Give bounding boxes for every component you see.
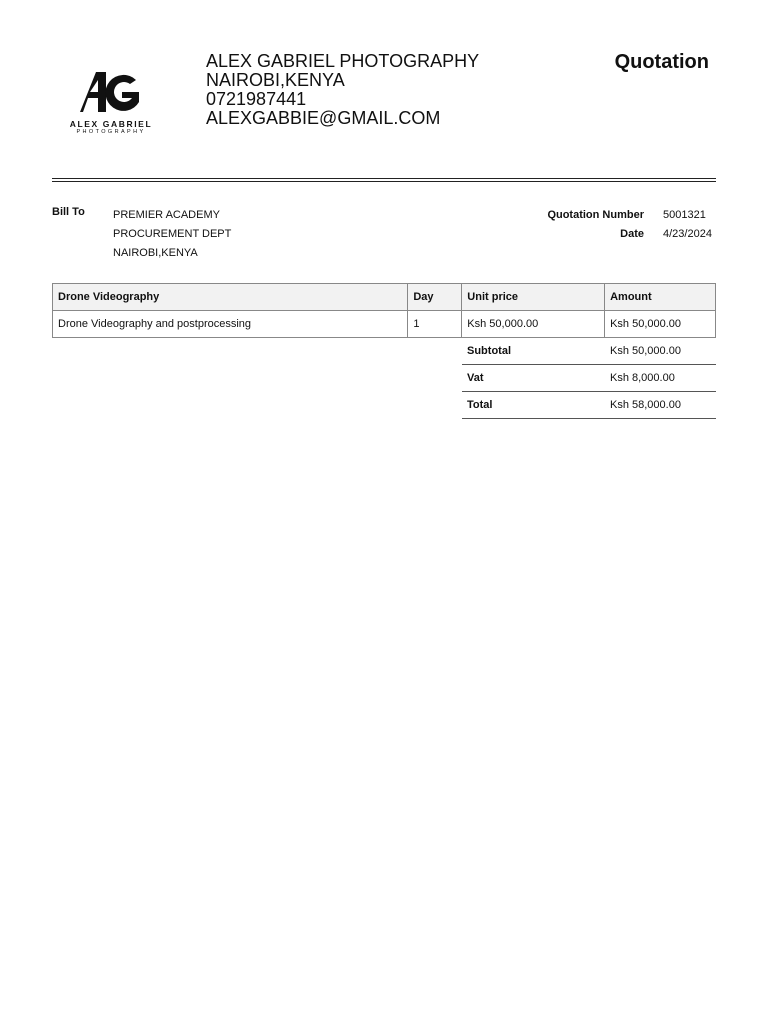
logo-subtitle: PHOTOGRAPHY (76, 129, 146, 135)
column-header: Amount (605, 284, 716, 311)
document-title: Quotation (614, 51, 709, 73)
vat-value: Ksh 8,000.00 (610, 372, 675, 384)
subtotal-label: Subtotal (467, 345, 511, 357)
table-header-row (53, 284, 716, 311)
company-location: NAIROBI,KENYA (206, 70, 345, 90)
item-days: 1 (408, 311, 462, 338)
vat-label: Vat (467, 372, 484, 384)
total-label: Total (467, 399, 493, 411)
column-header: Drone Videography (53, 284, 408, 311)
vat-row (462, 365, 716, 392)
total-row (462, 392, 716, 419)
line-items-table (52, 283, 716, 338)
ag-monogram-icon (66, 68, 156, 116)
bill-to-address (113, 206, 231, 263)
bill-to-line: PREMIER ACADEMY (113, 209, 220, 221)
date-value: 4/23/2024 (663, 228, 712, 240)
company-info (206, 52, 479, 128)
total-value: Ksh 58,000.00 (610, 399, 681, 411)
subtotal-value: Ksh 50,000.00 (610, 345, 681, 357)
column-header: Unit price (462, 284, 605, 311)
bill-to-label: Bill To (52, 206, 85, 218)
item-description: Drone Videography and postprocessing (53, 311, 408, 338)
subtotal-row (462, 338, 716, 365)
quotation-meta (547, 206, 716, 244)
item-unit-price: Ksh 50,000.00 (462, 311, 605, 338)
company-logo (66, 68, 156, 140)
header-divider (52, 178, 716, 179)
quotation-number-label: Quotation Number (547, 209, 644, 221)
item-amount: Ksh 50,000.00 (605, 311, 716, 338)
totals-summary (462, 338, 716, 419)
header-divider (52, 181, 716, 182)
bill-to-line: NAIROBI,KENYA (113, 247, 198, 259)
date-label: Date (620, 228, 644, 240)
quotation-number-value: 5001321 (663, 209, 706, 221)
company-phone: 0721987441 (206, 89, 307, 109)
date-row (547, 225, 716, 244)
table-row (53, 311, 716, 338)
logo-name: ALEX GABRIEL (69, 119, 153, 129)
company-name: ALEX GABRIEL PHOTOGRAPHY (206, 51, 480, 71)
company-email: ALEXGABBIE@GMAIL.COM (206, 108, 441, 128)
bill-to-line: PROCUREMENT DEPT (113, 228, 232, 240)
quotation-number-row (547, 206, 716, 225)
column-header: Day (408, 284, 462, 311)
